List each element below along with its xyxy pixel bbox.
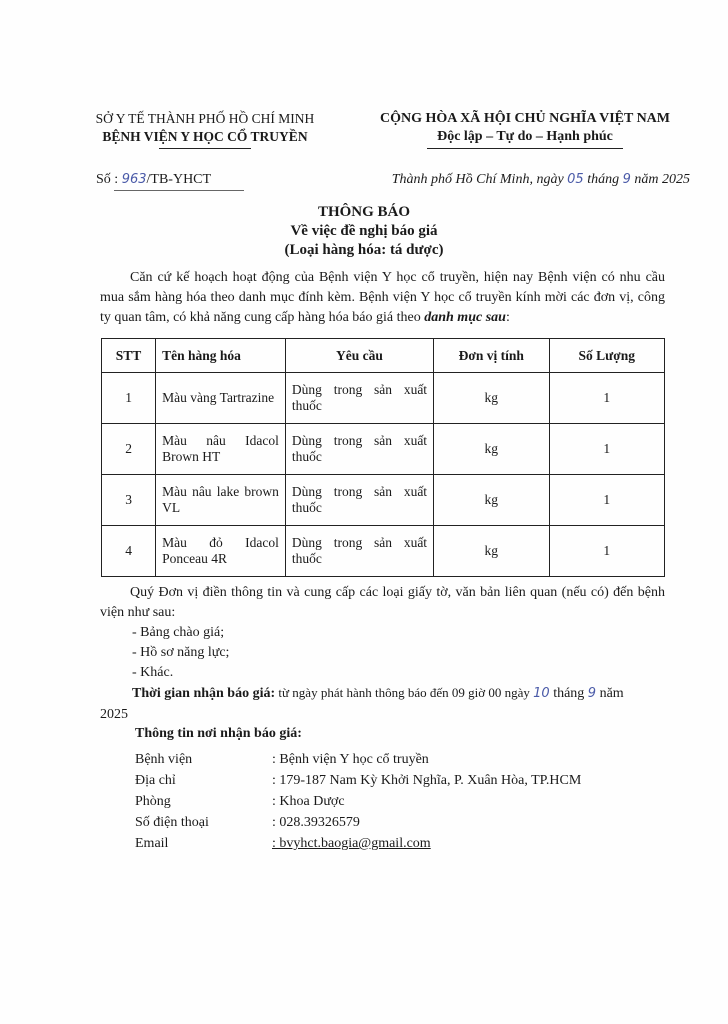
deadline-year: 2025	[100, 707, 128, 722]
doc-number-handwritten: 963	[121, 172, 147, 187]
title-subject: Về việc đề nghị báo giá	[290, 223, 438, 239]
header-right-rule	[427, 148, 623, 149]
receiver-email-link[interactable]: : bvyhct.baogia@gmail.com	[272, 836, 431, 851]
receiver-row-address	[135, 771, 695, 791]
receiver-row-hospital	[135, 750, 695, 770]
intro-paragraph	[100, 268, 665, 328]
receiver-value: : Khoa Dược	[272, 794, 345, 809]
cell-stt: 3	[102, 475, 156, 526]
notice-title	[0, 203, 728, 260]
items-table	[101, 338, 665, 577]
cell-unit: kg	[434, 475, 549, 526]
cell-requirement: Dùng trong sản xuất thuốc	[285, 424, 433, 475]
list-item: - Khác.	[132, 665, 174, 680]
header-unit: Đơn vị tính	[434, 339, 549, 373]
cell-item-name: Màu nâu Idacol Brown HT	[156, 424, 286, 475]
header-left-rule	[159, 148, 251, 149]
table-header-row	[102, 339, 665, 373]
deadline-month-label: tháng	[549, 686, 588, 701]
table-row	[102, 526, 665, 577]
cell-unit: kg	[434, 373, 549, 424]
list-item: - Bảng chào giá;	[132, 625, 225, 640]
document-list	[132, 623, 229, 683]
hospital-name: BỆNH VIỆN Y HỌC CỔ TRUYỀN	[102, 129, 308, 144]
date-day-handwritten: 05	[567, 172, 584, 187]
deadline-text: từ ngày phát hành thông báo đến 09 giờ 00 ngày	[275, 685, 534, 700]
cell-item-name: Màu nâu lake brown VL	[156, 475, 286, 526]
deadline-paragraph	[100, 683, 665, 704]
cell-stt: 2	[102, 424, 156, 475]
receiver-row-phone	[135, 813, 695, 833]
intro-emphasis: danh mục sau	[424, 310, 506, 325]
doc-number-rule	[114, 190, 244, 191]
receiver-value: : 028.39326579	[272, 815, 360, 830]
list-item: - Hồ sơ năng lực;	[132, 645, 230, 660]
cell-quantity: 1	[549, 526, 664, 577]
receiver-row-department	[135, 792, 695, 812]
intro-text: Căn cứ kế hoạch hoạt động của Bệnh viện Y học cổ truyền, hiện nay Bệnh viện có nhu cầu mua sắm hàng hóa theo danh mục đính kèm. Bệnh viện Y học cổ truyền kính mời các đơn vị, công ty quan tâm, có khả năng cung cấp hàng hóa báo giá theo	[100, 270, 665, 325]
header-requirement: Yêu cầu	[285, 339, 433, 373]
cell-unit: kg	[434, 526, 549, 577]
cell-requirement: Dùng trong sản xuất thuốc	[285, 373, 433, 424]
cell-item-name: Màu vàng Tartrazine	[156, 373, 286, 424]
deadline-year-label: năm	[596, 686, 624, 701]
national-header	[340, 110, 710, 149]
receiver-key: Bệnh viện	[135, 752, 193, 767]
table-row	[102, 373, 665, 424]
cell-requirement: Dùng trong sản xuất thuốc	[285, 475, 433, 526]
cell-requirement: Dùng trong sản xuất thuốc	[285, 526, 433, 577]
cell-stt: 4	[102, 526, 156, 577]
cell-quantity: 1	[549, 475, 664, 526]
receiver-key: Phòng	[135, 794, 171, 809]
cell-quantity: 1	[549, 373, 664, 424]
receiver-value: : 179-187 Nam Kỳ Khởi Nghĩa, P. Xuân Hòa, TP.HCM	[272, 773, 582, 788]
deadline-day-handwritten: 10	[533, 686, 550, 701]
deadline-month-handwritten: 9	[587, 686, 597, 701]
document-number	[96, 172, 244, 191]
header-stt: STT	[102, 339, 156, 373]
receiver-row-email	[135, 834, 695, 854]
doc-number-prefix: Số :	[96, 172, 122, 187]
receiver-heading: Thông tin nơi nhận báo giá:	[135, 726, 302, 741]
deadline-label: Thời gian nhận báo giá:	[132, 686, 276, 701]
title-main: THÔNG BÁO	[317, 204, 411, 220]
cell-stt: 1	[102, 373, 156, 424]
header-item-name: Tên hàng hóa	[156, 339, 286, 373]
national-motto: Độc lập – Tự do – Hạnh phúc	[437, 129, 613, 144]
parent-organization: SỞ Y TẾ THÀNH PHỐ HỒ CHÍ MINH	[95, 111, 315, 126]
receiver-key: Địa chỉ	[135, 773, 176, 788]
cell-item-name: Màu đỏ Idacol Ponceau 4R	[156, 526, 286, 577]
intro-end: :	[505, 310, 510, 325]
doc-number-suffix: /TB-YHCT	[146, 172, 212, 187]
issuing-organization	[60, 110, 350, 149]
receiver-key: Số điện thoại	[135, 815, 209, 830]
header-quantity: Số Lượng	[549, 339, 664, 373]
issue-date	[350, 172, 690, 188]
title-category: (Loại hàng hóa: tá dược)	[284, 242, 444, 258]
date-prefix: Thành phố Hồ Chí Minh, ngày	[391, 172, 568, 187]
date-month-handwritten: 9	[622, 172, 631, 187]
table-row	[102, 475, 665, 526]
date-month-label: tháng	[583, 172, 623, 187]
table-row	[102, 424, 665, 475]
receiver-value: : Bệnh viện Y học cổ truyền	[272, 752, 429, 767]
receiver-key: Email	[135, 836, 169, 851]
cell-unit: kg	[434, 424, 549, 475]
nation-name: CỘNG HÒA XÃ HỘI CHỦ NGHĨA VIỆT NAM	[379, 111, 670, 126]
date-year: năm 2025	[630, 172, 690, 187]
request-paragraph: Quý Đơn vị điền thông tin và cung cấp các loại giấy tờ, văn bản liên quan (nếu có) đến bệnh viện như sau:	[100, 585, 665, 620]
cell-quantity: 1	[549, 424, 664, 475]
